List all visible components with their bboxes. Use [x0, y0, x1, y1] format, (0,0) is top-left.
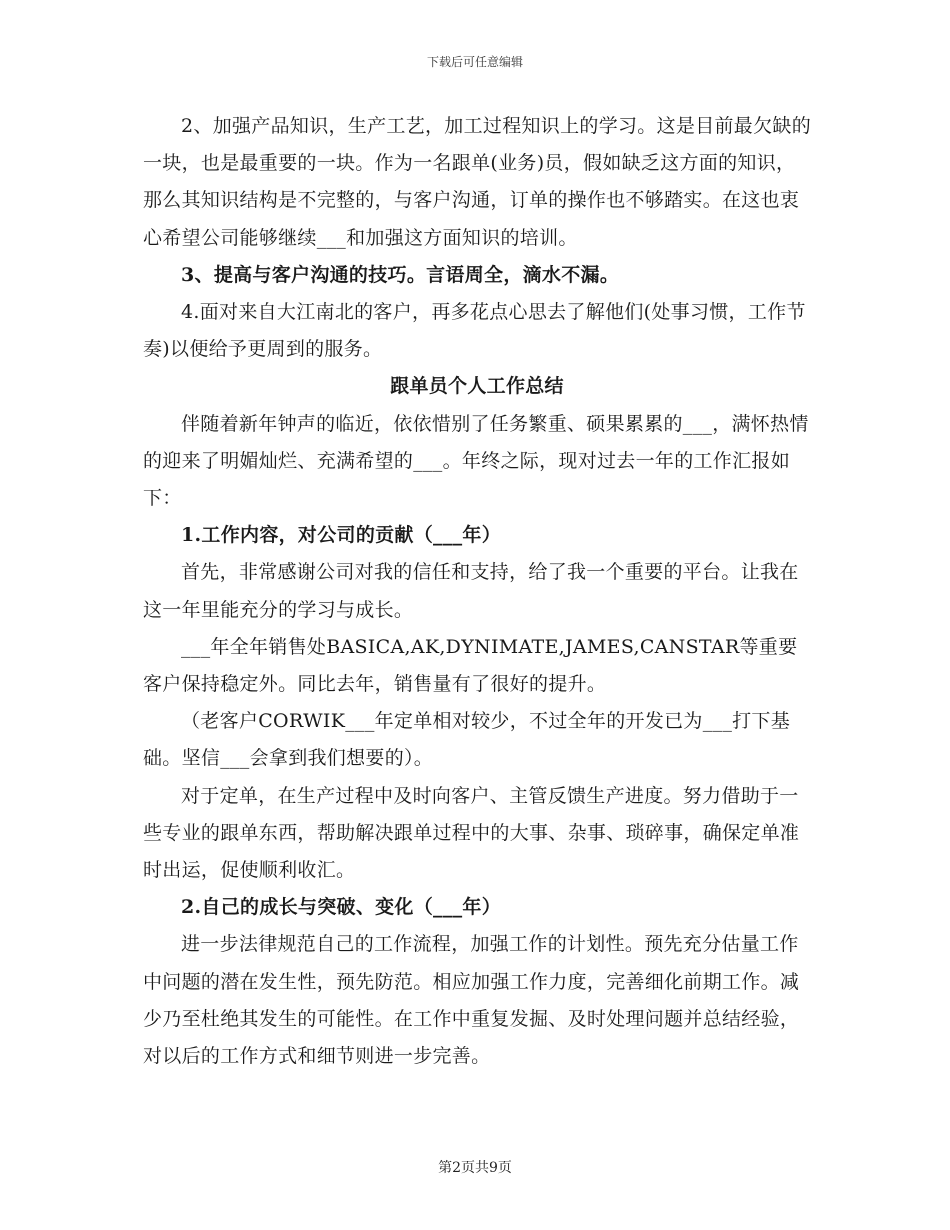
document-body: [143, 108, 811, 1075]
paragraph-workflow: 进一步法律规范自己的工作流程，加强工作的计划性。预先充分估量工作中问题的潜在发生性，预先防范。相应加强工作力度，完善细化前期工作。减少乃至杜绝其发生的可能性。在工作中重复发掘、及时处理问题并总结经验，对以后的工作方式和细节则进一步完善。: [143, 933, 800, 1068]
paragraph-sales: ___年全年销售处BASICA,AK,DYNIMATE,JAMES,CANSTAR等重要客户保持稳定外。同比去年，销售量有了很好的提升。: [143, 635, 798, 696]
heading-growth: 2.自己的成长与突破、变化（___年）: [181, 896, 502, 919]
page-footer: 第2页共9页: [438, 1160, 512, 1176]
page-header: 下载后可任意编辑: [426, 55, 523, 69]
heading-work-content: 1.工作内容，对公司的贡献（___年）: [181, 524, 502, 547]
paragraph-orders: 对于定单，在生产过程中及时向客户、主管反馈生产进度。努力借助于一些专业的跟单东西，帮助解决跟单过程中的大事、杂事、琐碎事，确保定单准时出运，促使顺利收汇。: [143, 784, 800, 882]
paragraph-intro: 伴随着新年钟声的临近，依依惜别了任务繁重、硕果累累的___，满怀热情的迎来了明媚灿烂、充满希望的___。年终之际，现对过去一年的工作汇报如下：: [143, 412, 809, 510]
section-title: 跟单员个人工作总结: [390, 375, 564, 398]
paragraph-thanks: 首先，非常感谢公司对我的信任和支持，给了我一个重要的平台。让我在这一年里能充分的学习与成长。: [143, 561, 799, 621]
paragraph-communication-skills: 3、提高与客户沟通的技巧。言语周全，滴水不漏。: [181, 263, 620, 286]
paragraph-product-knowledge: 2、加强产品知识，生产工艺，加工过程知识上的学习。这是目前最欠缺的一块，也是最重要的一块。作为一名跟单(业务)员，假如缺乏这方面的知识，那么其知识结构是不完整的，与客户沟通，订单的操作也不够踏实。在这也衷心希望公司能够继续___和加强这方面知识的培训。: [143, 115, 811, 249]
paragraph-old-customer: （老客户CORWIK___年定单相对较少，不过全年的开发已为___打下基础。坚信___会拿到我们想要的）。: [143, 710, 791, 770]
paragraph-customer-service: 4.面对来自大江南北的客户，再多花点心思去了解他们(处事习惯，工作节奏)以便给予更周到的服务。: [143, 301, 806, 361]
